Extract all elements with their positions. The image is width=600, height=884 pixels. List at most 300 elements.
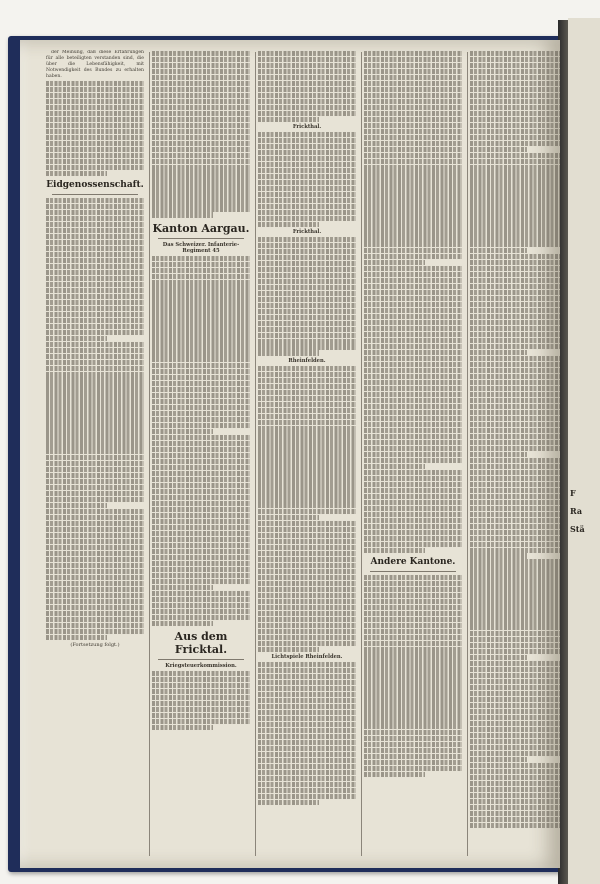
illegible-text-line xyxy=(470,182,560,187)
illegible-text-line xyxy=(258,315,356,320)
illegible-text-line xyxy=(364,302,462,307)
illegible-text-line xyxy=(258,309,356,314)
illegible-text-line xyxy=(470,111,560,116)
illegible-text-line xyxy=(152,489,250,494)
illegible-text-line xyxy=(470,230,560,235)
illegible-text-line xyxy=(258,243,356,248)
illegible-text-line xyxy=(258,698,356,703)
illegible-text-line xyxy=(364,641,462,646)
illegible-text-line xyxy=(258,770,356,775)
illegible-text-line xyxy=(470,769,560,774)
illegible-text-line xyxy=(470,188,560,193)
illegible-text-line xyxy=(258,390,356,395)
illegible-text-line xyxy=(364,147,462,152)
illegible-text-line xyxy=(470,452,527,457)
illegible-text-line xyxy=(364,200,462,205)
illegible-text-line xyxy=(152,268,250,273)
illegible-text-line xyxy=(152,531,250,536)
illegible-text-line xyxy=(258,396,356,401)
illegible-text-line xyxy=(46,288,144,293)
illegible-text-line xyxy=(152,212,213,217)
article-subhead: Lichtspiele Rheinfelden. xyxy=(271,654,343,661)
illegible-text-line xyxy=(46,330,144,335)
illegible-text-line xyxy=(258,740,356,745)
illegible-text-line xyxy=(152,51,250,56)
article-subhead: Frickthal. xyxy=(292,228,322,235)
illegible-text-line xyxy=(46,264,144,269)
illegible-text-line xyxy=(364,664,462,669)
illegible-text-line xyxy=(364,599,462,604)
illegible-text-line xyxy=(364,670,462,675)
illegible-text-line xyxy=(364,87,462,92)
illegible-text-line xyxy=(364,647,462,652)
right-page-fragment: F xyxy=(570,488,576,498)
illegible-text-line xyxy=(46,105,144,110)
illegible-text-line xyxy=(258,81,356,86)
illegible-text-line xyxy=(46,276,144,281)
illegible-text-line xyxy=(364,326,462,331)
illegible-text-line xyxy=(46,123,144,128)
illegible-text-line xyxy=(258,539,356,544)
illegible-text-line xyxy=(152,701,250,706)
illegible-text-line xyxy=(470,715,560,720)
illegible-text-line xyxy=(258,210,356,215)
illegible-text-line xyxy=(46,204,144,209)
illegible-text-line xyxy=(46,509,144,514)
illegible-text-line xyxy=(46,479,144,484)
illegible-text-line xyxy=(470,649,560,654)
illegible-text-line xyxy=(152,483,250,488)
article-paragraph: der Meinung, daß diese Erfahrungen für alle beteiligten verstanden sind, die über die Lebensfähigkeit, mit Notwendigkeit des Bundes zu erhalten haben. xyxy=(46,50,144,79)
illegible-text-line xyxy=(258,138,356,143)
illegible-text-line xyxy=(470,147,527,152)
illegible-text-line xyxy=(258,605,356,610)
illegible-text-line xyxy=(46,437,144,442)
illegible-text-line xyxy=(364,742,462,747)
illegible-text-line xyxy=(46,348,144,353)
illegible-text-line xyxy=(470,75,560,80)
illegible-text-line xyxy=(152,87,250,92)
illegible-text-line xyxy=(46,93,144,98)
illegible-text-line xyxy=(364,452,462,457)
illegible-text-line xyxy=(364,617,462,622)
illegible-text-line xyxy=(470,655,527,660)
illegible-text-line xyxy=(152,141,250,146)
illegible-text-line xyxy=(152,303,250,308)
illegible-text-line xyxy=(258,527,356,532)
illegible-text-line xyxy=(152,297,250,302)
illegible-text-line xyxy=(470,470,560,475)
illegible-text-line xyxy=(364,374,462,379)
illegible-text-line xyxy=(258,105,356,110)
illegible-text-line xyxy=(46,198,144,203)
illegible-text-line xyxy=(364,111,462,116)
illegible-text-line xyxy=(364,81,462,86)
illegible-text-line xyxy=(364,748,462,753)
illegible-text-line xyxy=(470,625,560,630)
illegible-text-line xyxy=(470,524,560,529)
newspaper-page xyxy=(20,40,560,868)
illegible-text-line xyxy=(364,260,425,265)
illegible-text-line xyxy=(470,721,560,726)
illegible-text-line xyxy=(470,613,560,618)
illegible-text-line xyxy=(152,117,250,122)
headline-rule xyxy=(370,571,456,572)
illegible-text-line xyxy=(46,282,144,287)
illegible-text-line xyxy=(470,69,560,74)
illegible-text-line xyxy=(470,176,560,181)
illegible-text-line xyxy=(364,350,462,355)
illegible-text-line xyxy=(364,242,462,247)
illegible-text-line xyxy=(364,772,425,777)
illegible-text-line xyxy=(258,509,356,514)
illegible-text-line xyxy=(470,667,560,672)
illegible-text-line xyxy=(258,156,356,161)
illegible-text-line xyxy=(46,443,144,448)
illegible-text-line xyxy=(152,200,250,205)
illegible-text-line xyxy=(470,422,560,427)
illegible-text-line xyxy=(152,707,250,712)
illegible-text-line xyxy=(470,679,560,684)
illegible-text-line xyxy=(470,673,560,678)
illegible-text-line xyxy=(152,405,250,410)
article-subhead: Frickthal. xyxy=(292,123,322,130)
illegible-text-line xyxy=(46,372,144,377)
illegible-text-line xyxy=(364,254,462,259)
illegible-text-line xyxy=(258,420,356,425)
illegible-text-line xyxy=(258,569,356,574)
illegible-text-line xyxy=(152,591,250,596)
illegible-text-line xyxy=(152,206,250,211)
illegible-text-line xyxy=(258,680,356,685)
illegible-text-line xyxy=(364,724,462,729)
illegible-text-line xyxy=(470,530,560,535)
illegible-text-line xyxy=(258,617,356,622)
illegible-text-line xyxy=(46,171,107,176)
illegible-text-line xyxy=(470,135,560,140)
illegible-text-line xyxy=(470,254,560,259)
illegible-text-line xyxy=(258,491,356,496)
illegible-text-line xyxy=(258,99,356,104)
illegible-text-line xyxy=(258,563,356,568)
illegible-text-line xyxy=(470,117,560,122)
illegible-text-line xyxy=(152,567,250,572)
illegible-text-line xyxy=(258,279,356,284)
illegible-text-line xyxy=(46,503,107,508)
illegible-text-line xyxy=(258,668,356,673)
illegible-text-line xyxy=(152,689,250,694)
article-subhead: Rheinfelden. xyxy=(288,357,326,364)
illegible-text-line xyxy=(364,706,462,711)
illegible-text-line xyxy=(364,700,462,705)
illegible-text-line xyxy=(364,344,462,349)
illegible-text-line xyxy=(152,501,250,506)
illegible-text-line xyxy=(258,285,356,290)
illegible-text-line xyxy=(258,734,356,739)
illegible-text-line xyxy=(152,159,250,164)
illegible-text-line xyxy=(470,805,560,810)
illegible-text-line xyxy=(470,141,560,146)
illegible-text-line xyxy=(46,153,144,158)
illegible-text-line xyxy=(46,99,144,104)
illegible-text-line xyxy=(152,393,250,398)
illegible-text-line xyxy=(46,467,144,472)
illegible-text-line xyxy=(152,411,250,416)
illegible-text-line xyxy=(364,754,462,759)
illegible-text-line xyxy=(152,573,250,578)
illegible-text-line xyxy=(258,443,356,448)
section-headline: Kanton Aargau. xyxy=(152,221,250,235)
illegible-text-line xyxy=(364,69,462,74)
illegible-text-line xyxy=(364,623,462,628)
illegible-text-line xyxy=(470,338,560,343)
illegible-text-line xyxy=(470,194,560,199)
illegible-text-line xyxy=(258,291,356,296)
illegible-text-line xyxy=(152,417,250,422)
illegible-text-line xyxy=(364,75,462,80)
illegible-text-line xyxy=(258,521,356,526)
illegible-text-line xyxy=(152,315,250,320)
illegible-text-line xyxy=(152,429,213,434)
illegible-text-line xyxy=(258,402,356,407)
illegible-text-line xyxy=(364,434,462,439)
section-headline: Andere Kantone. xyxy=(370,556,456,567)
illegible-text-line xyxy=(46,533,144,538)
illegible-text-line xyxy=(258,180,356,185)
illegible-text-line xyxy=(470,296,560,301)
illegible-text-line xyxy=(470,595,560,600)
illegible-text-line xyxy=(470,314,560,319)
illegible-text-line xyxy=(152,387,250,392)
illegible-text-line xyxy=(364,398,462,403)
illegible-text-line xyxy=(46,449,144,454)
illegible-text-line xyxy=(364,530,462,535)
illegible-text-line xyxy=(364,682,462,687)
illegible-text-line xyxy=(258,414,356,419)
article-subhead: Kriegsteuerkommission. xyxy=(165,662,237,669)
illegible-text-line xyxy=(258,629,356,634)
text-column-1 xyxy=(46,50,144,858)
illegible-text-line xyxy=(470,536,560,541)
illegible-text-line xyxy=(258,117,319,122)
illegible-text-line xyxy=(152,345,250,350)
illegible-text-line xyxy=(152,525,250,530)
illegible-text-line xyxy=(258,704,356,709)
illegible-text-line xyxy=(470,565,560,570)
right-page-fragment: Ra xyxy=(570,506,583,516)
illegible-text-line xyxy=(46,354,144,359)
illegible-text-line xyxy=(258,51,356,56)
illegible-text-line xyxy=(364,284,462,289)
illegible-text-line xyxy=(364,446,462,451)
illegible-text-line xyxy=(46,611,144,616)
illegible-text-line xyxy=(364,464,425,469)
illegible-text-line xyxy=(152,683,250,688)
illegible-text-line xyxy=(258,623,356,628)
illegible-text-line xyxy=(258,647,319,652)
illegible-text-line xyxy=(470,643,560,648)
illegible-text-line xyxy=(470,733,560,738)
illegible-text-line xyxy=(258,611,356,616)
illegible-text-line xyxy=(258,384,356,389)
illegible-text-line xyxy=(152,621,213,626)
illegible-text-line xyxy=(364,760,462,765)
illegible-text-line xyxy=(258,132,356,137)
illegible-text-line xyxy=(258,192,356,197)
illegible-text-line xyxy=(152,256,250,261)
illegible-text-line xyxy=(152,57,250,62)
illegible-text-line xyxy=(470,458,560,463)
illegible-text-line xyxy=(152,513,250,518)
illegible-text-line xyxy=(470,482,560,487)
illegible-text-line xyxy=(258,581,356,586)
illegible-text-line xyxy=(470,488,560,493)
illegible-text-line xyxy=(46,551,144,556)
illegible-text-line xyxy=(364,470,462,475)
illegible-text-line xyxy=(46,545,144,550)
illegible-text-line xyxy=(152,351,250,356)
illegible-text-line xyxy=(258,752,356,757)
illegible-text-line xyxy=(364,362,462,367)
illegible-text-line xyxy=(470,787,560,792)
illegible-text-line xyxy=(46,147,144,152)
illegible-text-line xyxy=(470,290,560,295)
illegible-text-line xyxy=(470,368,560,373)
illegible-text-line xyxy=(258,686,356,691)
illegible-text-line xyxy=(46,129,144,134)
illegible-text-line xyxy=(364,51,462,56)
illegible-text-line xyxy=(364,512,462,517)
illegible-text-line xyxy=(364,611,462,616)
illegible-text-line xyxy=(364,676,462,681)
illegible-text-line xyxy=(364,272,462,277)
illegible-text-line xyxy=(470,170,560,175)
illegible-text-line xyxy=(364,494,462,499)
illegible-text-line xyxy=(152,713,250,718)
illegible-text-line xyxy=(470,697,560,702)
illegible-text-line xyxy=(258,635,356,640)
section-headline: Eidgenossenschaft. xyxy=(46,179,144,190)
illegible-text-line xyxy=(470,506,560,511)
illegible-text-line xyxy=(46,521,144,526)
illegible-text-line xyxy=(470,63,560,68)
illegible-text-line xyxy=(46,258,144,263)
illegible-text-line xyxy=(364,314,462,319)
illegible-text-line xyxy=(46,306,144,311)
illegible-text-line xyxy=(470,739,560,744)
illegible-text-line xyxy=(258,321,356,326)
illegible-text-line xyxy=(258,776,356,781)
headline-rule xyxy=(52,194,138,195)
column-rule xyxy=(361,52,362,856)
illegible-text-line xyxy=(152,63,250,68)
illegible-text-line xyxy=(258,150,356,155)
illegible-text-line xyxy=(258,426,356,431)
illegible-text-line xyxy=(46,366,144,371)
illegible-text-line xyxy=(152,441,250,446)
illegible-text-line xyxy=(364,730,462,735)
illegible-text-line xyxy=(152,274,250,279)
illegible-text-line xyxy=(470,404,560,409)
illegible-text-line xyxy=(470,500,560,505)
illegible-text-line xyxy=(364,159,462,164)
illegible-text-line xyxy=(470,583,560,588)
text-column-4 xyxy=(364,50,462,858)
illegible-text-line xyxy=(152,339,250,344)
illegible-text-line xyxy=(364,581,462,586)
illegible-text-line xyxy=(152,363,250,368)
illegible-text-line xyxy=(470,434,560,439)
illegible-text-line xyxy=(470,374,560,379)
illegible-text-line xyxy=(46,141,144,146)
illegible-text-line xyxy=(470,380,560,385)
illegible-text-line xyxy=(470,392,560,397)
illegible-text-line xyxy=(46,425,144,430)
illegible-text-line xyxy=(470,218,560,223)
illegible-text-line xyxy=(364,105,462,110)
illegible-text-line xyxy=(364,718,462,723)
illegible-text-line xyxy=(152,677,250,682)
illegible-text-line xyxy=(470,781,560,786)
illegible-text-line xyxy=(152,549,250,554)
illegible-text-line xyxy=(364,141,462,146)
illegible-text-line xyxy=(258,216,356,221)
illegible-text-line xyxy=(46,491,144,496)
illegible-text-line xyxy=(470,577,560,582)
illegible-text-line xyxy=(364,176,462,181)
illegible-text-line xyxy=(470,763,560,768)
illegible-text-line xyxy=(258,599,356,604)
illegible-text-line xyxy=(364,93,462,98)
illegible-text-line xyxy=(46,81,144,86)
illegible-text-line xyxy=(46,455,144,460)
illegible-text-line xyxy=(470,236,560,241)
illegible-text-line xyxy=(46,575,144,580)
illegible-text-line xyxy=(470,793,560,798)
illegible-text-line xyxy=(364,500,462,505)
illegible-text-line xyxy=(470,823,560,828)
illegible-text-line xyxy=(46,165,144,170)
illegible-text-line xyxy=(46,401,144,406)
illegible-text-line xyxy=(258,662,356,667)
illegible-text-line xyxy=(470,266,560,271)
illegible-text-line xyxy=(470,757,527,762)
illegible-text-line xyxy=(152,537,250,542)
illegible-text-line xyxy=(46,557,144,562)
illegible-text-line xyxy=(46,395,144,400)
illegible-text-line xyxy=(470,206,560,211)
right-page-edge xyxy=(568,18,600,884)
illegible-text-line xyxy=(152,194,250,199)
illegible-text-line xyxy=(258,222,319,227)
illegible-text-line xyxy=(258,716,356,721)
illegible-text-line xyxy=(364,392,462,397)
article-subhead: Das Schweizer. Infanterie-Regiment 45 xyxy=(162,241,240,254)
illegible-text-line xyxy=(152,99,250,104)
illegible-text-line xyxy=(470,559,560,564)
illegible-text-line xyxy=(470,811,560,816)
illegible-text-line xyxy=(470,494,560,499)
section-headline: Aus dem Fricktal. xyxy=(174,629,228,656)
illegible-text-line xyxy=(364,440,462,445)
illegible-text-line xyxy=(46,383,144,388)
illegible-text-line xyxy=(470,356,560,361)
illegible-text-line xyxy=(364,338,462,343)
illegible-text-line xyxy=(152,435,250,440)
illegible-text-line xyxy=(470,165,560,170)
illegible-text-line xyxy=(364,635,462,640)
illegible-text-line xyxy=(470,248,527,253)
